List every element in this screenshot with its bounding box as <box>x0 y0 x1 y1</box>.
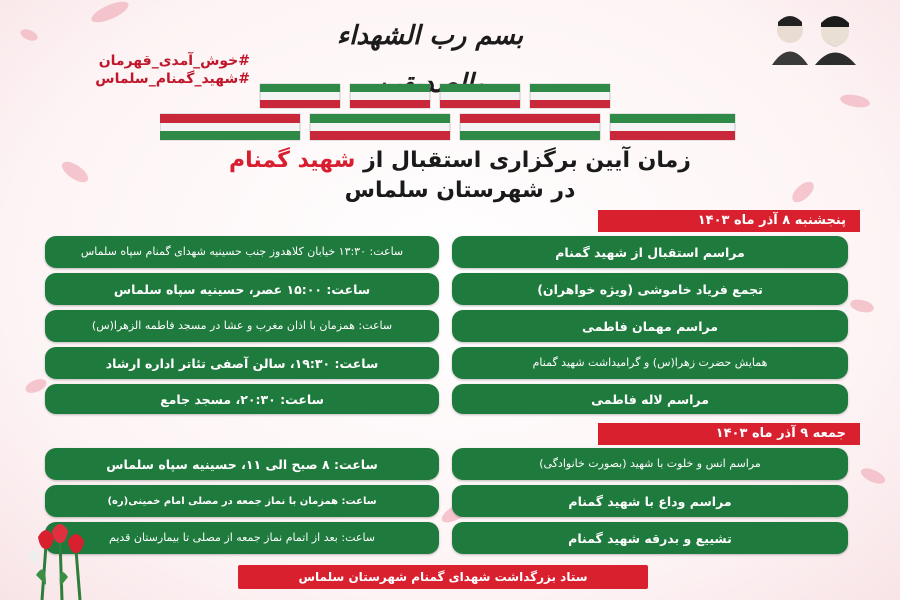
petal-decoration <box>19 26 40 44</box>
event-item: تجمع فریاد خاموشی (ویژه خواهران) <box>452 273 848 305</box>
event-item: تشییع و بدرقه شهید گمنام <box>452 522 848 554</box>
hashtag-1: #خوش_آمدی_قهرمان <box>98 53 250 69</box>
portraits-image <box>760 10 870 65</box>
event-item: مراسم انس و خلوت با شهید (بصورت خانوادگی) <box>452 448 848 480</box>
time-item: ساعت: ۲۰:۳۰، مسجد جامع <box>45 384 439 414</box>
organizer-footer: ستاد بزرگداشت شهدای گمنام شهرستان سلماس <box>238 565 648 589</box>
title-line-1 <box>180 146 740 176</box>
title-line-2: در شهرستان سلماس <box>344 178 576 203</box>
petal-decoration <box>839 91 871 110</box>
event-item: مراسم استقبال از شهید گمنام <box>452 236 848 268</box>
tulips-image <box>22 515 102 600</box>
time-item: ساعت: بعد از اتمام نماز جمعه از مصلی تا بیمارستان قدیم <box>45 522 439 554</box>
coffins-image <box>160 80 740 142</box>
event-item: مراسم مهمان فاطمی <box>452 310 848 342</box>
title-prefix: زمان آیین برگزاری استقبال از <box>363 148 691 173</box>
day-banner-friday: جمعه ۹ آذر ماه ۱۴۰۳ <box>598 423 860 445</box>
poster-title <box>180 146 740 206</box>
petal-decoration <box>89 0 131 25</box>
time-item: ساعت: همزمان با اذان مغرب و عشا در مسجد فاطمه الزهرا(س) <box>45 310 439 342</box>
time-item: ساعت: ۱۹:۳۰، سالن آصفی تئاتر اداره ارشاد <box>45 347 439 379</box>
time-item: ساعت: ۸ صبح الی ۱۱، حسینیه سپاه سلماس <box>45 448 439 480</box>
day-banner-thursday: پنجشنبه ۸ آذر ماه ۱۴۰۳ <box>598 210 860 232</box>
event-item: مراسم لاله فاطمی <box>452 384 848 414</box>
time-item: ساعت: همزمان با نماز جمعه در مصلی امام خمینی(ره) <box>45 485 439 517</box>
hashtag-2: #شهید_گمنام_سلماس <box>95 71 250 87</box>
petal-decoration <box>788 179 817 205</box>
event-item: همایش حضرت زهرا(س) و گرامیداشت شهید گمنام <box>452 347 848 379</box>
petal-decoration <box>849 296 876 315</box>
petal-decoration <box>59 157 91 187</box>
time-item: ساعت: ۱۵:۰۰ عصر، حسینیه سپاه سلماس <box>45 273 439 305</box>
petal-decoration <box>859 464 888 487</box>
title-highlight: شهید گمنام <box>229 148 356 173</box>
time-item: ساعت: ۱۳:۳۰ خیابان کلاهدوز جنب حسینیه شهدای گمنام سپاه سلماس <box>45 236 439 268</box>
event-item: مراسم وداع با شهید گمنام <box>452 485 848 517</box>
basmala-calligraphy: بسم رب الشهداء <box>336 21 524 51</box>
